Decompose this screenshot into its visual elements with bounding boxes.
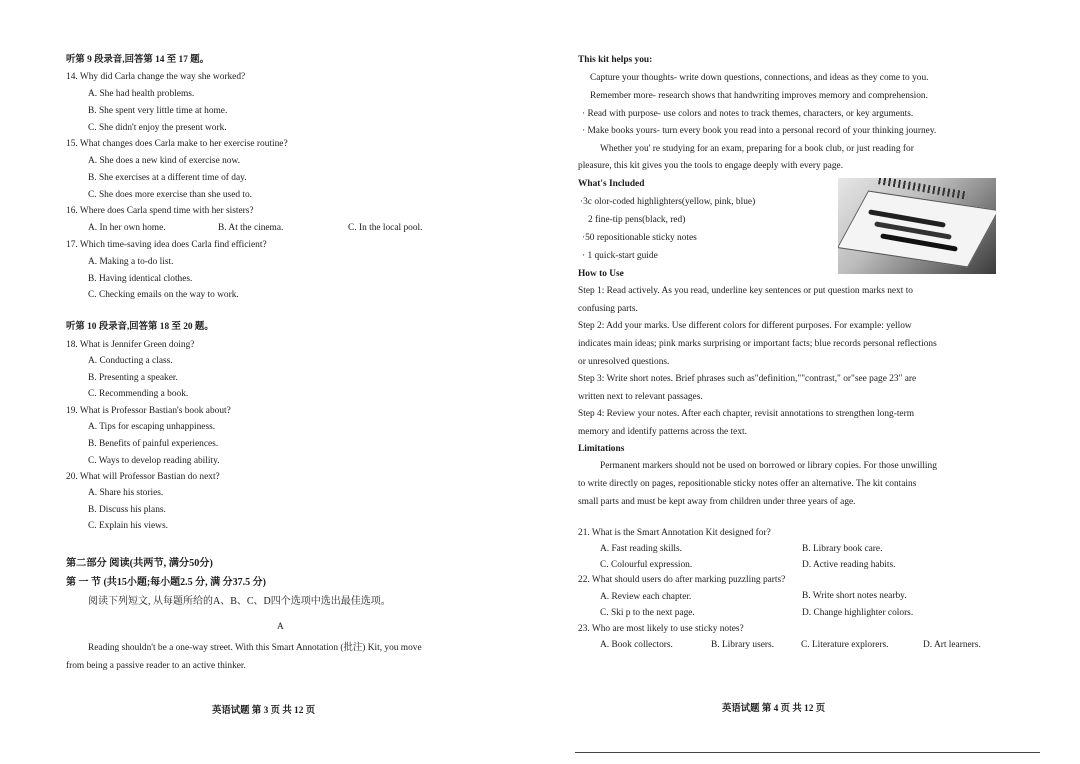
- whether-line-2: pleasure, this kit gives you the tools to engage deeply with every page.: [578, 161, 844, 171]
- step-2-line-2: indicates main ideas; pink marks surprising or important facts; blue records personal reflections: [578, 339, 937, 349]
- limitations-line-3: small parts and must be kept away from children under three years of age.: [578, 497, 856, 507]
- q22-option-c: C. Ski p to the next page.: [600, 608, 695, 618]
- q21-option-d: D. Active reading habits.: [802, 560, 896, 570]
- q22-stem: 22. What should users do after marking puzzling parts?: [578, 575, 786, 585]
- q14-option-c: C. She didn't enjoy the present work.: [88, 123, 227, 133]
- q19-option-a: A. Tips for escaping unhappiness.: [88, 422, 216, 432]
- q16-option-c: C. In the local pool.: [348, 223, 423, 233]
- q18-option-b: B. Presenting a speaker.: [88, 373, 178, 383]
- q14-stem: 14. Why did Carla change the way she worked?: [66, 72, 246, 82]
- step-4-line-1: Step 4: Review your notes. After each chapter, revisit annotations to strengthen long-term: [578, 409, 914, 419]
- q18-stem: 18. What is Jennifer Green doing?: [66, 340, 195, 350]
- q14-option-a: A. She had health problems.: [88, 89, 195, 99]
- q17-stem: 17. Which time-saving idea does Carla find efficient?: [66, 240, 267, 250]
- q20-stem: 20. What will Professor Bastian do next?: [66, 472, 220, 482]
- q23-option-d: D. Art learners.: [923, 640, 981, 650]
- q17-option-a: A. Making a to-do list.: [88, 257, 174, 267]
- page-footer-left: 英语试题 第 3 页 共 12 页: [212, 706, 316, 716]
- section-9-heading: 听第 9 段录音,回答第 14 至 17 题。: [66, 55, 209, 65]
- page-footer-right: 英语试题 第 4 页 共 12 页: [722, 704, 826, 714]
- q18-option-a: A. Conducting a class.: [88, 356, 173, 366]
- q21-option-b: B. Library book care.: [802, 544, 883, 554]
- included-item-4: · 1 quick-start guide: [582, 251, 658, 261]
- limitations-line-1: Permanent markers should not be used on borrowed or library copies. For those unwilling: [600, 461, 937, 471]
- q16-option-a: A. In her own home.: [88, 223, 166, 233]
- q23-stem: 23. Who are most likely to use sticky notes?: [578, 624, 744, 634]
- step-3-line-1: Step 3: Write short notes. Brief phrases such as"definition,""contrast," or"see page 23" are: [578, 374, 917, 384]
- help-item-1: Capture your thoughts- write down questions, connections, and ideas as they come to you.: [590, 73, 929, 83]
- q22-option-a: A. Review each chapter.: [600, 592, 692, 602]
- q20-option-c: C. Explain his views.: [88, 521, 168, 531]
- kit-helps-heading: This kit helps you:: [578, 55, 653, 65]
- included-heading: What's Included: [578, 179, 645, 189]
- bottom-rule: [575, 752, 1040, 753]
- included-item-1: ·3c olor-coded highlighters(yellow, pink, blue): [580, 197, 756, 207]
- q20-option-a: A. Share his stories.: [88, 488, 164, 498]
- q23-option-a: A. Book collectors.: [600, 640, 673, 650]
- q19-option-c: C. Ways to develop reading ability.: [88, 456, 220, 466]
- q15-option-a: A. She does a new kind of exercise now.: [88, 156, 240, 166]
- q22-option-b: B. Write short notes nearby.: [802, 591, 907, 601]
- step-2-line-3: or unresolved questions.: [578, 357, 670, 367]
- q15-option-b: B. She exercises at a different time of day.: [88, 173, 247, 183]
- section-10-heading: 听第 10 段录音,回答第 18 至 20 题。: [66, 322, 214, 332]
- q20-option-b: B. Discuss his plans.: [88, 505, 166, 515]
- step-2-line-1: Step 2: Add your marks. Use different colors for different purposes. For example: yellow: [578, 321, 912, 331]
- q15-stem: 15. What changes does Carla make to her exercise routine?: [66, 139, 288, 149]
- q16-stem: 16. Where does Carla spend time with her sisters?: [66, 206, 254, 216]
- help-item-4: · Make books yours- turn every book you read into a personal record of your thinking journey.: [582, 126, 937, 136]
- q14-option-b: B. She spent very little time at home.: [88, 106, 228, 116]
- q17-option-c: C. Checking emails on the way to work.: [88, 290, 239, 300]
- step-4-line-2: memory and identify patterns across the text.: [578, 427, 747, 437]
- q16-option-b: B. At the cinema.: [218, 223, 284, 233]
- part-2-heading: 第二部分 阅读(共两节, 满分50分): [66, 558, 213, 569]
- section-1-heading: 第 一 节 (共15小题;每小题2.5 分, 满 分37.5 分): [66, 577, 266, 588]
- q21-option-c: C. Colourful expression.: [600, 560, 693, 570]
- q23-option-c: C. Literature explorers.: [801, 640, 889, 650]
- q21-stem: 21. What is the Smart Annotation Kit designed for?: [578, 528, 771, 538]
- whether-line-1: Whether you' re studying for an exam, preparing for a book club, or just reading for: [600, 144, 914, 154]
- q18-option-c: C. Recommending a book.: [88, 389, 189, 399]
- step-1-line-2: confusing parts.: [578, 304, 638, 314]
- annotation-kit-photo: [838, 178, 996, 274]
- limitations-line-2: to write directly on pages, repositionable sticky notes offer an alternative. The kit contains: [578, 479, 917, 489]
- passage-letter: A: [277, 622, 284, 632]
- q19-stem: 19. What is Professor Bastian's book about?: [66, 406, 231, 416]
- q23-option-b: B. Library users.: [711, 640, 775, 650]
- step-1-line-1: Step 1: Read actively. As you read, underline key sentences or put question marks next to: [578, 286, 913, 296]
- included-item-3: ·50 repositionable sticky notes: [582, 233, 697, 243]
- included-item-2: 2 fine-tip pens(black, red): [588, 215, 686, 225]
- reading-instruction: 阅读下列短文, 从每题所给的A、B、C、D四个选项中选出最佳选项。: [88, 596, 391, 607]
- q22-option-d: D. Change highlighter colors.: [802, 608, 914, 618]
- help-item-3: · Read with purpose- use colors and notes to track themes, characters, or key arguments.: [582, 109, 914, 119]
- how-to-use-heading: How to Use: [578, 269, 624, 279]
- passage-intro-line-1: Reading shouldn't be a one-way street. With this Smart Annotation (批注) Kit, you move: [88, 643, 422, 653]
- q17-option-b: B. Having identical clothes.: [88, 274, 193, 284]
- q15-option-c: C. She does more exercise than she used to.: [88, 190, 253, 200]
- passage-intro-line-2: from being a passive reader to an active thinker.: [66, 661, 246, 671]
- q19-option-b: B. Benefits of painful experiences.: [88, 439, 219, 449]
- right-page: [540, 0, 1080, 764]
- step-3-line-2: written next to relevant passages.: [578, 392, 703, 402]
- help-item-2: Remember more- research shows that handwriting improves memory and comprehension.: [590, 91, 928, 101]
- limitations-heading: Limitations: [578, 444, 625, 454]
- q21-option-a: A. Fast reading skills.: [600, 544, 683, 554]
